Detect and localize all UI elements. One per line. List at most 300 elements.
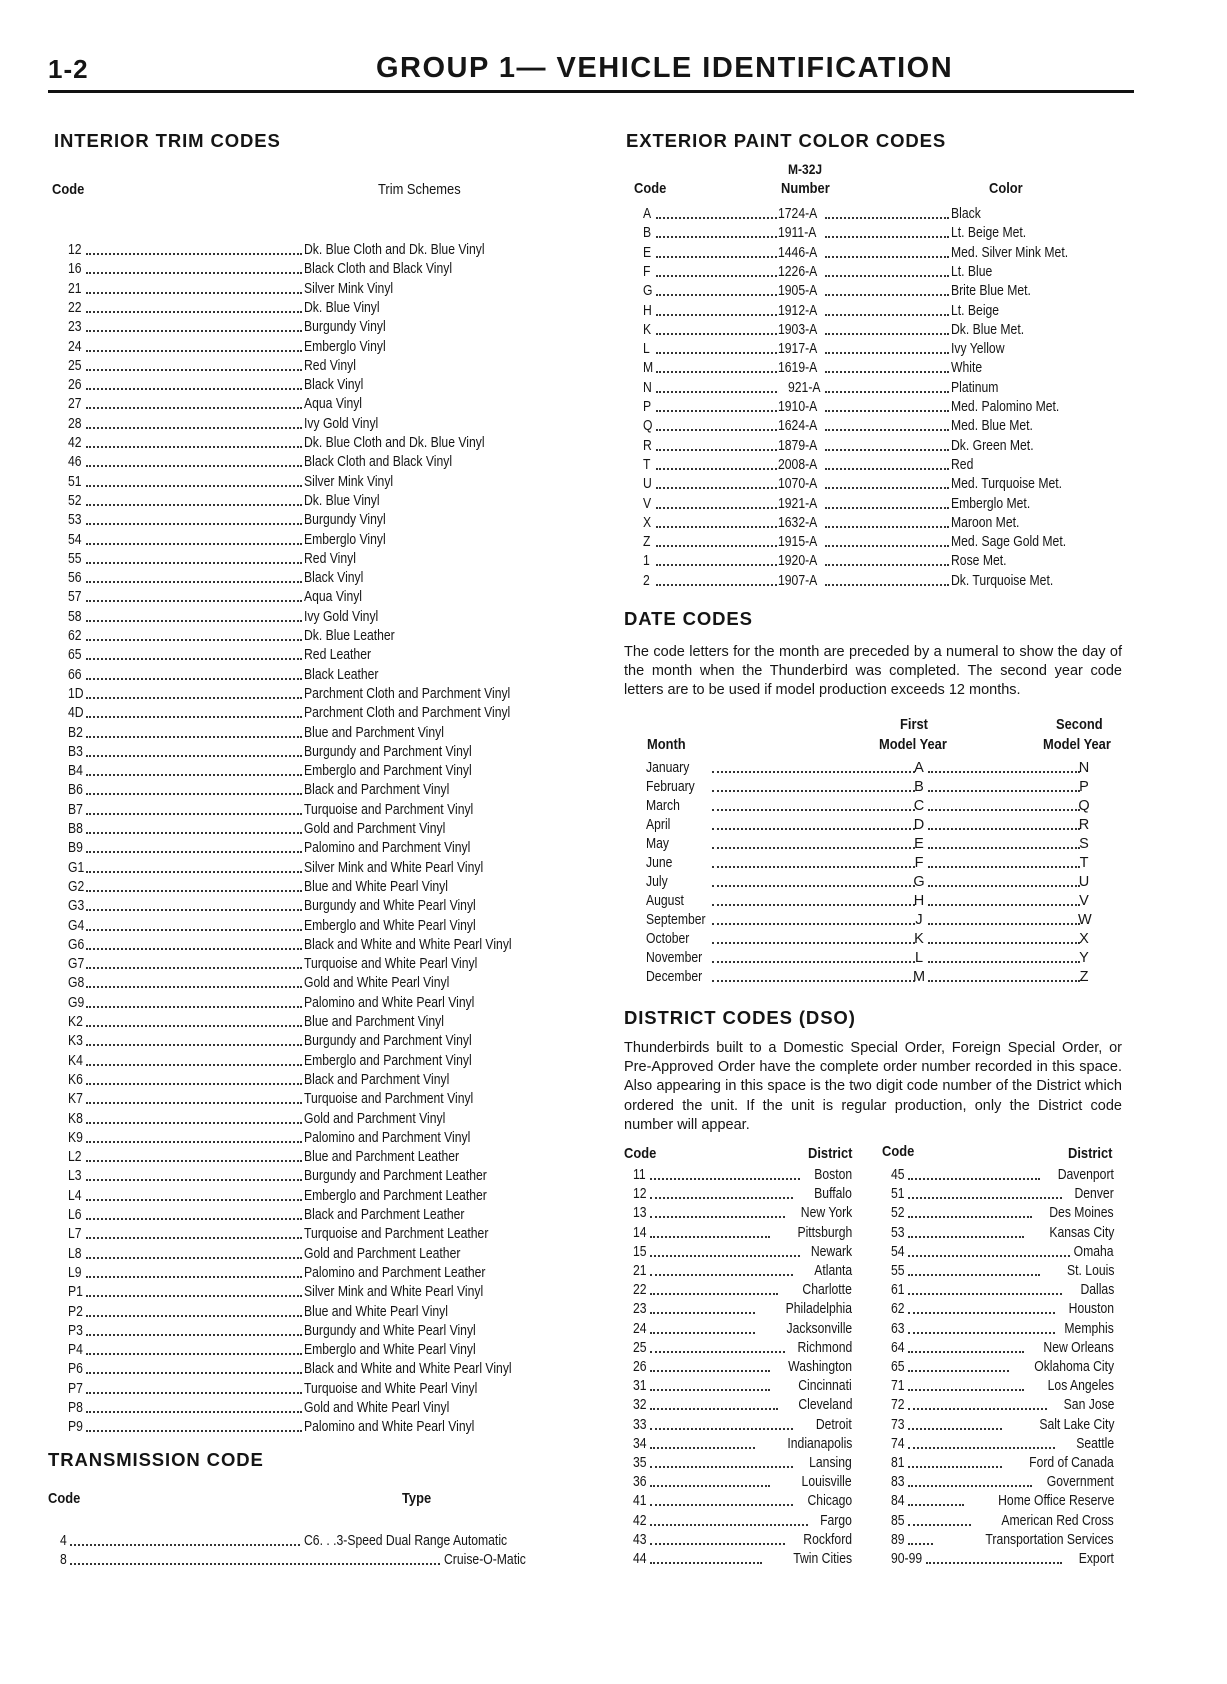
trim-scheme: Turquoise and White Pearl Vinyl — [304, 1380, 478, 1397]
district-name: Philadelphia — [785, 1301, 852, 1318]
dot-leader — [712, 790, 915, 792]
district-name: Transportation Services — [985, 1531, 1114, 1548]
date-first: G — [913, 874, 925, 890]
dot-leader — [908, 1255, 1070, 1257]
trim-code: 65 — [68, 647, 82, 664]
dot-leader — [656, 526, 777, 528]
dot-leader — [86, 1083, 302, 1085]
dot-leader — [928, 809, 1080, 811]
table-row — [0, 437, 1150, 456]
table-row — [0, 892, 1150, 911]
district-code: 24 — [633, 1320, 647, 1337]
trim-scheme: Aqua Vinyl — [304, 589, 363, 606]
date-second: Z — [1079, 969, 1089, 985]
dot-leader — [908, 1216, 1032, 1218]
district-col-code-left: Code — [624, 1145, 657, 1162]
trim-scheme: Parchment Cloth and Parchment Vinyl — [304, 705, 511, 722]
dot-leader — [908, 1312, 1055, 1314]
district-code: 64 — [891, 1339, 905, 1356]
table-row — [0, 835, 1150, 854]
table-row — [0, 417, 1150, 436]
date-second: N — [1078, 760, 1090, 776]
paint-code: L — [643, 341, 650, 358]
table-row — [0, 1358, 1150, 1377]
date-col-second: Model Year — [1043, 736, 1111, 753]
dot-leader — [825, 487, 949, 489]
dot-leader — [712, 809, 915, 811]
district-name: Houston — [1068, 1301, 1114, 1318]
trim-scheme: Burgundy Vinyl — [304, 512, 386, 529]
dot-leader — [86, 600, 302, 602]
trim-scheme: Silver Mink Vinyl — [304, 473, 394, 490]
trim-scheme: Dk. Blue Vinyl — [304, 299, 380, 316]
trim-scheme: Red Leather — [304, 647, 372, 664]
table-row — [0, 321, 1150, 340]
district-code: 45 — [891, 1167, 905, 1183]
trans-col-code: Code — [48, 1490, 81, 1507]
dot-leader — [908, 1408, 1047, 1410]
paint-heading: EXTERIOR PAINT COLOR CODES — [626, 130, 947, 151]
trim-scheme: Emberglo Vinyl — [304, 338, 386, 355]
district-name: Des Moines — [1049, 1205, 1114, 1222]
dot-leader — [825, 468, 949, 470]
dot-leader — [86, 639, 302, 641]
page-title: GROUP 1— VEHICLE IDENTIFICATION — [376, 52, 954, 84]
interior-trim-heading: INTERIOR TRIM CODES — [54, 130, 281, 151]
table-row — [0, 588, 560, 607]
trim-scheme: Emberglo Vinyl — [304, 531, 386, 548]
dot-leader — [928, 828, 1080, 830]
table-row — [0, 224, 1150, 243]
dot-leader — [656, 507, 777, 509]
trim-scheme: Burgundy Vinyl — [304, 319, 386, 336]
district-code: 61 — [891, 1282, 905, 1299]
trim-scheme: Dk. Blue Cloth and Dk. Blue Vinyl — [304, 435, 485, 451]
trim-scheme: Aqua Vinyl — [304, 396, 363, 413]
district-code: 13 — [633, 1205, 647, 1222]
paint-number: 1619-A — [778, 360, 818, 377]
district-code: 74 — [891, 1435, 905, 1452]
trim-code: 28 — [68, 415, 82, 432]
dot-leader — [712, 942, 915, 944]
trim-scheme: Blue and Parchment Leather — [304, 1149, 460, 1166]
paint-code: B — [643, 225, 652, 242]
trim-scheme: Ivy Gold Vinyl — [304, 608, 379, 625]
trim-code: 52 — [68, 492, 82, 509]
date-month: November — [646, 950, 703, 966]
date-second: Q — [1078, 798, 1090, 814]
district-paragraph — [624, 1039, 1122, 1135]
trim-code: 62 — [68, 628, 82, 644]
date-second: S — [1079, 836, 1089, 852]
paint-color: White — [951, 360, 983, 377]
trim-scheme: Ivy Gold Vinyl — [304, 415, 379, 432]
district-code: 63 — [891, 1320, 905, 1337]
district-name: Kansas City — [1049, 1224, 1114, 1241]
district-code: 54 — [891, 1243, 905, 1260]
trim-code: 42 — [68, 435, 82, 451]
district-name: Home Office Reserve — [997, 1493, 1114, 1510]
dot-leader — [656, 352, 777, 354]
paint-color: Emberglo Met. — [951, 495, 1031, 512]
dot-leader — [928, 790, 1080, 792]
district-code: 12 — [633, 1186, 647, 1203]
paint-color: Dk. Blue Met. — [951, 321, 1025, 338]
trim-code: 51 — [68, 473, 82, 490]
paint-number: 1632-A — [778, 514, 818, 531]
dot-leader — [825, 564, 949, 566]
table-row — [0, 1110, 560, 1129]
paint-color: Black — [951, 206, 981, 222]
dot-leader — [928, 885, 1080, 887]
table-row — [0, 911, 1150, 930]
paint-number: 1879-A — [778, 437, 818, 454]
table-row — [0, 359, 1150, 378]
district-name: San Jose — [1063, 1397, 1114, 1414]
district-code: 44 — [633, 1551, 647, 1567]
district-code: 51 — [891, 1186, 905, 1203]
dot-leader — [908, 1389, 1024, 1391]
table-row — [0, 704, 560, 723]
table-row — [0, 1224, 1150, 1243]
dot-leader — [825, 545, 949, 547]
table-row — [0, 666, 560, 685]
paint-color: Med. Silver Mink Met. — [951, 244, 1069, 261]
table-row — [0, 533, 1150, 552]
trim-code: 25 — [68, 357, 82, 374]
trim-code: G1 — [68, 859, 85, 876]
page-number: 1-2 — [48, 54, 89, 84]
date-second: V — [1079, 893, 1089, 909]
trim-scheme: Blue and White Pearl Vinyl — [304, 1303, 448, 1320]
table-row — [0, 340, 1150, 359]
paint-code: F — [643, 263, 651, 280]
trim-scheme: Burgundy and White Pearl Vinyl — [304, 1322, 476, 1339]
district-code: 90-99 — [891, 1551, 923, 1567]
table-row — [0, 724, 560, 743]
paint-col-number-top: M-32J — [788, 161, 823, 177]
date-month: July — [646, 874, 668, 890]
paint-code: A — [643, 206, 652, 222]
dot-leader — [712, 885, 915, 887]
district-name: Export — [1078, 1551, 1114, 1567]
district-code: 81 — [891, 1455, 905, 1471]
table-row — [0, 1052, 560, 1071]
trim-scheme: Gold and Parchment Vinyl — [304, 1110, 446, 1127]
paint-color: Med. Turquoise Met. — [951, 476, 1063, 493]
table-row — [0, 475, 1150, 494]
district-name: Seattle — [1076, 1435, 1114, 1452]
paint-col-code: Code — [634, 180, 667, 197]
dot-leader — [825, 507, 949, 509]
district-name: Lansing — [809, 1455, 852, 1471]
dot-leader — [825, 294, 949, 296]
table-row — [0, 797, 1150, 816]
trim-code: 21 — [68, 280, 82, 297]
trim-code: L3 — [68, 1168, 82, 1185]
trim-code: B8 — [68, 821, 83, 837]
district-paragraph-text: Thunderbirds built to a Domestic Special Order, Foreign Special Order, or Pre-Approved Order have the complete order number recorded in this space. Also appearing in this space is the two digit code number of the District which ordered the unit. If the unit is regular production, only the District code number will appear. — [624, 1040, 1122, 1133]
date-first: E — [914, 836, 924, 852]
trim-col-schemes: Trim Schemes — [378, 181, 461, 198]
dot-leader — [86, 736, 302, 738]
trim-code: K7 — [68, 1091, 83, 1108]
dot-leader — [908, 1447, 1055, 1449]
table-row — [0, 759, 1150, 778]
paint-number: 1907-A — [778, 572, 818, 589]
trim-scheme: Dk. Blue Vinyl — [304, 492, 380, 509]
dot-leader — [825, 429, 949, 431]
paint-number: 1915-A — [778, 534, 818, 551]
district-code: 53 — [891, 1224, 905, 1241]
trim-scheme: Silver Mink and White Pearl Vinyl — [304, 1284, 484, 1301]
trans-code: 8 — [60, 1552, 67, 1568]
paint-col-color: Color — [989, 180, 1023, 197]
paint-color: Med. Palomino Met. — [951, 399, 1060, 415]
table-row — [0, 1550, 1150, 1569]
table-row — [0, 1281, 1150, 1300]
trans-col-type: Type — [402, 1490, 432, 1507]
dot-leader — [928, 866, 1080, 868]
date-col-month: Month — [647, 736, 686, 753]
paint-number: 1905-A — [778, 283, 818, 300]
paint-number: 1226-A — [778, 263, 818, 280]
date-first: A — [914, 760, 924, 776]
date-col-first-top: First — [900, 716, 928, 733]
trim-code: P7 — [68, 1380, 83, 1397]
dot-leader — [656, 294, 777, 296]
paint-code: G — [643, 283, 653, 300]
trim-scheme: Turquoise and Parchment Leather — [304, 1226, 489, 1243]
trim-code: G7 — [68, 956, 85, 973]
date-month: September — [646, 912, 706, 928]
paint-number: 1912-A — [778, 302, 818, 319]
table-row — [0, 1243, 1150, 1262]
trim-scheme: Gold and Parchment Vinyl — [304, 821, 446, 837]
table-row — [0, 873, 1150, 892]
trim-code: 55 — [68, 550, 82, 567]
table-row — [0, 608, 560, 627]
paint-color: Med. Sage Gold Met. — [951, 534, 1067, 551]
dot-leader — [712, 961, 915, 963]
district-name: Chicago — [807, 1493, 852, 1510]
dot-leader — [656, 584, 777, 586]
trim-scheme: Black Cloth and Black Vinyl — [304, 454, 453, 471]
trim-code: P9 — [68, 1419, 83, 1436]
table-row — [0, 1454, 1150, 1473]
trim-scheme: Burgundy and Parchment Leather — [304, 1168, 487, 1185]
trim-code: G6 — [68, 936, 85, 953]
dot-leader — [908, 1236, 1024, 1238]
date-col-first: Model Year — [879, 736, 947, 753]
table-row — [0, 685, 560, 704]
trim-scheme: Burgundy and Parchment Vinyl — [304, 743, 472, 760]
table-row — [0, 930, 1150, 949]
table-row — [0, 552, 1150, 571]
district-name: Fargo — [820, 1512, 852, 1529]
date-first: J — [915, 912, 923, 928]
dot-leader — [908, 1178, 1040, 1180]
district-code: 21 — [633, 1263, 647, 1279]
table-row — [0, 1204, 1150, 1223]
paint-number: 1911-A — [778, 225, 817, 242]
paint-code: H — [643, 302, 652, 319]
district-name: Twin Cities — [793, 1551, 852, 1567]
dot-leader — [908, 1274, 1040, 1276]
dot-leader — [656, 371, 777, 373]
district-code: 62 — [891, 1301, 905, 1318]
district-code: 85 — [891, 1512, 905, 1529]
trim-code: 16 — [68, 261, 82, 278]
district-code: 23 — [633, 1301, 647, 1318]
dot-leader — [825, 352, 949, 354]
dot-leader — [928, 923, 1080, 925]
paint-code: X — [643, 514, 652, 531]
district-code: 52 — [891, 1205, 905, 1222]
table-row — [0, 1512, 1150, 1531]
dot-leader — [712, 980, 915, 982]
table-row — [0, 949, 1150, 968]
dot-leader — [825, 236, 949, 238]
dot-leader — [712, 904, 915, 906]
dot-leader — [825, 256, 949, 258]
district-code: 73 — [891, 1416, 905, 1433]
date-col-second-top: Second — [1056, 716, 1103, 733]
table-row — [0, 514, 1150, 533]
dot-leader — [825, 449, 949, 451]
trim-scheme: Dk. Blue Leather — [304, 628, 395, 644]
district-code: 34 — [633, 1435, 647, 1452]
paint-color: Dk. Green Met. — [951, 437, 1034, 454]
trim-scheme: Blue and Parchment Vinyl — [304, 1014, 444, 1030]
dot-leader — [656, 410, 777, 412]
paint-number: 1903-A — [778, 321, 818, 338]
dot-leader — [86, 1025, 302, 1027]
district-name: Ford of Canada — [1029, 1455, 1114, 1471]
dot-leader — [908, 1351, 1024, 1353]
paint-code: N — [643, 379, 652, 396]
transmission-heading: TRANSMISSION CODE — [48, 1449, 264, 1470]
trim-code: 57 — [68, 589, 82, 606]
trim-scheme: Palomino and Parchment Vinyl — [304, 840, 471, 857]
paint-number: 1921-A — [778, 495, 818, 512]
district-col-code-right: Code — [882, 1143, 915, 1160]
trim-scheme: Gold and Parchment Leather — [304, 1245, 461, 1262]
trim-scheme: Blue and Parchment Vinyl — [304, 724, 444, 741]
district-code: 33 — [633, 1416, 647, 1433]
table-row — [0, 1129, 560, 1148]
district-name: Pittsburgh — [797, 1224, 852, 1241]
trim-code: K6 — [68, 1071, 83, 1088]
dot-leader — [928, 942, 1080, 944]
table-row — [0, 854, 1150, 873]
dot-leader — [908, 1428, 1002, 1430]
table-row — [0, 1071, 560, 1090]
date-month: December — [646, 969, 703, 985]
dot-leader — [656, 564, 777, 566]
paint-color: Lt. Beige — [951, 302, 1000, 319]
date-month: August — [646, 893, 684, 909]
trim-scheme: Emberglo and White Pearl Vinyl — [304, 1342, 476, 1359]
district-heading: DISTRICT CODES (DSO) — [624, 1007, 856, 1028]
table-row — [0, 1492, 1150, 1511]
date-first: H — [913, 893, 925, 909]
district-col-district-right: District — [1068, 1145, 1113, 1162]
table-row — [0, 1435, 1150, 1454]
dot-leader — [825, 314, 949, 316]
dot-leader — [928, 771, 1080, 773]
dot-leader — [656, 314, 777, 316]
dot-leader — [825, 217, 949, 219]
trim-code: 27 — [68, 396, 82, 413]
paint-color: Platinum — [951, 379, 999, 396]
district-code: 55 — [891, 1263, 905, 1279]
trim-code: P8 — [68, 1400, 83, 1416]
date-second: Y — [1079, 950, 1089, 966]
page-header — [48, 50, 1134, 93]
trim-code: 58 — [68, 608, 82, 625]
dot-leader — [86, 1122, 302, 1124]
district-name: Government — [1046, 1474, 1114, 1491]
date-first: C — [913, 798, 925, 814]
district-name: Newark — [810, 1243, 852, 1260]
district-name: Boston — [814, 1167, 852, 1183]
trim-code: 66 — [68, 666, 82, 683]
trim-scheme: Emberglo and Parchment Vinyl — [304, 763, 472, 780]
table-row — [0, 456, 1150, 475]
district-code: 84 — [891, 1493, 905, 1510]
trans-type: C6. . .3-Speed Dual Range Automatic — [304, 1533, 508, 1549]
dot-leader — [86, 1141, 302, 1143]
table-row — [0, 994, 560, 1013]
paint-col-number: Number — [781, 180, 830, 197]
district-name: Atlanta — [814, 1263, 852, 1279]
date-second: P — [1079, 779, 1089, 795]
trim-code: K4 — [68, 1052, 83, 1069]
dot-leader — [908, 1485, 1032, 1487]
trim-code: K8 — [68, 1110, 83, 1127]
district-name: Richmond — [797, 1339, 852, 1356]
date-second: W — [1078, 912, 1092, 928]
trim-col-code: Code — [52, 181, 85, 198]
paint-code: V — [643, 495, 652, 512]
district-code: 65 — [891, 1359, 905, 1375]
paint-number: 1920-A — [778, 553, 818, 570]
trim-code: L6 — [68, 1207, 82, 1223]
dot-leader — [656, 217, 777, 219]
trim-code: 1D — [68, 685, 84, 702]
district-code: 15 — [633, 1243, 647, 1260]
trans-type: Cruise-O-Matic — [444, 1552, 526, 1568]
dot-leader — [908, 1293, 1062, 1295]
district-name: Oklahoma City — [1034, 1359, 1114, 1375]
table-row — [0, 572, 1150, 591]
trim-scheme: Burgundy and White Pearl Vinyl — [304, 898, 476, 915]
date-first: L — [914, 950, 924, 966]
district-name: Cleveland — [797, 1397, 852, 1414]
dot-leader — [656, 468, 777, 470]
paint-number: 1724-A — [778, 206, 818, 222]
trim-scheme: Emberglo and Parchment Leather — [304, 1187, 487, 1204]
dot-leader — [928, 980, 1080, 982]
trim-code: K9 — [68, 1129, 83, 1146]
trim-code: 46 — [68, 454, 82, 471]
trim-code: 12 — [68, 242, 82, 258]
date-second: T — [1079, 855, 1089, 871]
paint-color: Lt. Beige Met. — [951, 225, 1027, 242]
paint-color: Ivy Yellow — [951, 341, 1005, 358]
district-name: Memphis — [1064, 1320, 1114, 1337]
